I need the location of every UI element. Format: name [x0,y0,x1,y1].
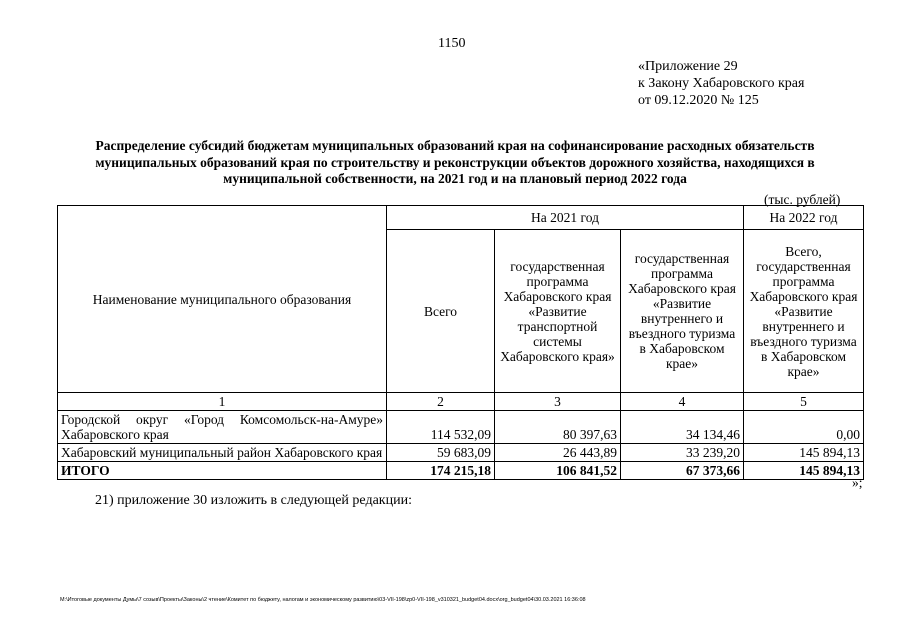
unit-label: (тыс. рублей) [764,192,841,207]
value-2022: 0,00 [744,411,864,444]
value-tourism: 34 134,46 [621,411,744,444]
header-2022-total: Всего, государственная программа Хабаровского края «Развитие внутреннего и въездного туризма в Хабаровском крае» [744,230,864,393]
totals-total: 174 215,18 [387,462,495,480]
column-number-row [58,393,864,411]
header-program-tourism: государственная программа Хабаровского края «Развитие внутреннего и въездного туризма в Хабаровском крае» [621,230,744,393]
column-number: 2 [387,393,495,411]
totals-row [58,462,864,480]
appendix-line-2: к Закону Хабаровского края [638,76,805,91]
appendix-line-3: от 09.12.2020 № 125 [638,93,759,108]
subsidy-table [57,205,864,480]
appendix-line-1: «Приложение 29 [638,59,738,74]
header-total: Всего [387,230,495,393]
totals-transport: 106 841,52 [495,462,621,480]
column-number: 4 [621,393,744,411]
header-year-2022: На 2022 год [744,206,864,230]
totals-2022: 145 894,13 [744,462,864,480]
value-transport: 80 397,63 [495,411,621,444]
value-total: 59 683,09 [387,444,495,462]
value-tourism: 33 239,20 [621,444,744,462]
footer-file-path: M:\Итоговые документы Думы\7 созыв\Проекты\Законы\2 чтение\Комитет по бюджету, налогам и экономическому развитию\03-VII-198\zp0-VII-198_v310321_budget04.docx\org_budget04\30.03.2021 16:36:08 [60,597,586,603]
municipality-name: Городской округ «Город Комсомольск-на-Амуре» Хабаровского края [58,411,387,444]
column-number: 3 [495,393,621,411]
value-transport: 26 443,89 [495,444,621,462]
paragraph-21: 21) приложение 30 изложить в следующей редакции: [95,493,412,508]
column-number: 1 [58,393,387,411]
column-number: 5 [744,393,864,411]
table-row [58,411,864,444]
header-program-transport: государственная программа Хабаровского края «Развитие транспортной системы Хабаровского края» [495,230,621,393]
header-year-2021: На 2021 год [387,206,744,230]
header-municipality: Наименование муниципального образования [58,206,387,393]
page-number: 1150 [438,36,466,51]
document-title: Распределение субсидий бюджетам муниципальных образований края на софинансирование расходных обязательств муниципальных образований края по строительству и реконструкции объектов дорожного хозяйства, находящихся в муниципальной собственности, на 2021 год и на плановый период 2022 года [95,138,815,186]
municipality-name: Хабаровский муниципальный район Хабаровского края [58,444,387,462]
closing-quote: »; [852,475,863,490]
totals-tourism: 67 373,66 [621,462,744,480]
appendix-reference [638,58,804,109]
value-total: 114 532,09 [387,411,495,444]
totals-label: ИТОГО [58,462,387,480]
table-row [58,444,864,462]
value-2022: 145 894,13 [744,444,864,462]
